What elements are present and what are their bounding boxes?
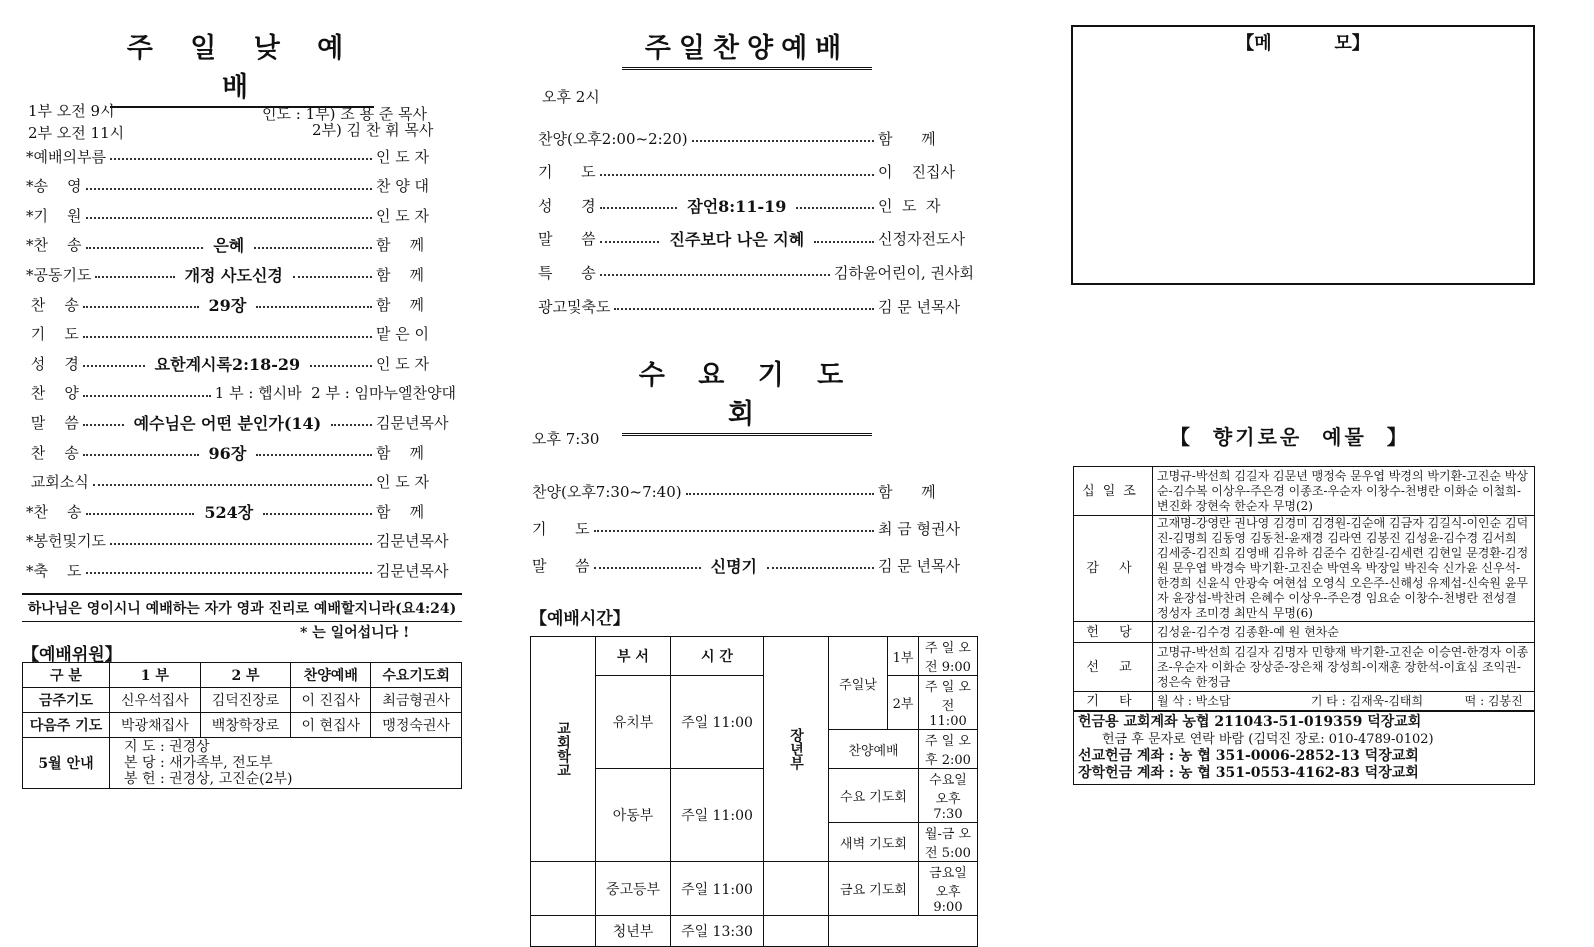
order-label: *기 원 <box>26 206 82 225</box>
dot-leader <box>814 241 874 243</box>
adult-dept-label: 장년부 <box>764 637 829 862</box>
adult-service: 수요 기도회 <box>829 769 919 823</box>
schedule-blank <box>829 916 978 947</box>
school-time: 주일 11:00 <box>671 676 764 769</box>
order-label: 특 송 <box>538 263 596 282</box>
order-label: 말 씀 <box>532 556 590 575</box>
order-label: 교회소식 <box>26 473 89 492</box>
dot-leader <box>95 276 174 278</box>
service-time-2: 2부 오전 11시 <box>28 124 125 142</box>
dot-leader <box>83 365 145 367</box>
dot-leader <box>83 454 199 456</box>
order-label: 찬 송 <box>26 443 79 462</box>
dot-leader <box>93 484 372 486</box>
order-leader: 찬 양 대 <box>376 177 430 196</box>
order-row <box>26 411 456 433</box>
account-main: 헌금용 교회계좌 농협 211043-51-019359 덕장교회 <box>1078 714 1422 730</box>
order-label: 찬양(오후7:30~7:40) <box>532 482 682 501</box>
order-row <box>26 352 456 374</box>
school-time: 주일 11:00 <box>671 769 764 862</box>
order-row <box>532 554 974 576</box>
order-content: 은혜 <box>213 236 245 256</box>
order-row <box>26 175 456 197</box>
praise-worship-title: 주일찬양예배 <box>622 26 872 70</box>
staff-header-cell: 구 분 <box>23 663 110 688</box>
dot-leader <box>83 306 199 308</box>
order-label: *송 영 <box>26 177 82 196</box>
dot-leader <box>600 241 660 243</box>
dot-leader <box>86 513 195 515</box>
order-label: 성 경 <box>26 354 79 373</box>
leader-1: 인도 : 1부) 조 용 준 목사 <box>262 105 427 123</box>
order-row <box>26 263 456 285</box>
offering-table <box>1073 466 1535 785</box>
school-extra-spacer <box>531 916 596 947</box>
order-row <box>26 471 456 493</box>
dot-leader <box>256 454 372 456</box>
order-leader: 인 도 자 <box>376 473 430 492</box>
school-extra-spacer <box>531 862 596 916</box>
dot-leader <box>86 572 372 574</box>
offering-misc <box>1153 692 1535 712</box>
may-guide-row <box>23 738 462 789</box>
dot-leader <box>110 158 372 160</box>
order-content: 요한계시록2:18-29 <box>154 354 301 374</box>
dot-leader <box>263 513 372 515</box>
order-leader: 김문년목사 <box>376 532 449 551</box>
order-row <box>538 194 974 216</box>
order-row <box>26 530 456 552</box>
order-leader: 함 께 <box>376 502 425 521</box>
dot-leader <box>614 308 874 310</box>
school-time: 주일 13:30 <box>671 916 764 947</box>
order-content: 96장 <box>208 443 247 463</box>
order-label: *예배의부름 <box>26 147 106 166</box>
offering-category: 헌 당 <box>1074 622 1153 643</box>
offering-category: 기 타 <box>1074 692 1153 712</box>
order-leader: 맡 은 이 <box>376 325 430 344</box>
dot-leader <box>83 395 211 397</box>
order-content: 진주보다 나은 지혜 <box>669 230 805 250</box>
misc-item: 떡 : 김봉진 <box>1464 693 1523 708</box>
order-leader: 김문년목사 <box>376 561 449 580</box>
adult-time: 주 일 오전 11:00 <box>919 676 978 730</box>
order-row <box>538 161 974 183</box>
account-scholarship: 장학헌금 계좌 : 농 협 351-0553-4162-83 덕장교회 <box>1078 765 1419 781</box>
adult-time: 주 일 오전 9:00 <box>919 637 978 676</box>
order-leader: 이 진집사 <box>878 163 956 182</box>
memo-title: 【메 모】 <box>1236 33 1370 54</box>
order-leader: 최 금 형권사 <box>878 519 960 538</box>
order-label: *봉헌및기도 <box>26 532 106 551</box>
order-row <box>26 382 456 404</box>
order-leader: 인 도 자 <box>376 147 430 166</box>
scripture-verse: 하나님은 영이시니 예배하는 자가 영과 진리로 예배할지니라(요4:24) <box>22 593 462 622</box>
order-leader: 김 문 년목사 <box>878 556 960 575</box>
account-note: 헌금 후 문자로 연락 바람 (김덕진 장로: 010-4789-0102) <box>1102 732 1434 747</box>
wednesday-prayer-time: 오후 7:30 <box>532 430 600 448</box>
order-leader: 김하윤어린이, 권사회 <box>834 263 974 282</box>
adult-service: 금요 기도회 <box>829 862 919 916</box>
order-label: 말 씀 <box>26 413 79 432</box>
order-row <box>532 517 974 539</box>
order-content: 개정 사도신경 <box>184 265 283 285</box>
schedule-title: 【예배시간】 <box>530 609 630 629</box>
dot-leader <box>254 247 372 249</box>
offering-row <box>1074 516 1535 622</box>
order-label: 기 도 <box>538 163 596 182</box>
staff-table <box>22 662 462 789</box>
staff-header-cell: 찬양예배 <box>291 663 371 688</box>
dot-leader <box>256 306 372 308</box>
order-row <box>26 559 456 581</box>
church-school-label: 교회학교 <box>531 637 596 862</box>
staff-title: 【예배위원】 <box>22 645 122 665</box>
order-content: 신명기 <box>710 556 757 576</box>
offering-names: 김성윤-김수경 김종환-예 원 현차순 <box>1153 622 1535 643</box>
order-label: 기 도 <box>532 519 590 538</box>
order-label: *축 도 <box>26 561 82 580</box>
staff-row-label: 다음주 기도 <box>23 713 110 738</box>
dot-leader <box>594 567 701 569</box>
staff-header-cell: 1 부 <box>110 663 201 688</box>
order-row <box>26 323 456 345</box>
dot-leader <box>594 530 874 532</box>
order-row <box>538 228 974 250</box>
order-leader: 함 께 <box>376 265 425 284</box>
order-label: 광고및축도 <box>538 297 611 316</box>
dot-leader <box>310 365 372 367</box>
order-leader: 1 부 : 헵시바 2 부 : 임마누엘찬양대 <box>214 384 456 403</box>
dot-leader <box>86 217 372 219</box>
offering-row <box>1074 467 1535 516</box>
staff-cell: 맹정숙권사 <box>371 713 462 738</box>
dot-leader <box>600 207 678 209</box>
order-row <box>26 204 456 226</box>
staff-cell: 이 현집사 <box>291 713 371 738</box>
offering-names: 고재명-강영란 권나영 김경미 김경원-김순애 김금자 김길식-이인순 김덕진-김명희 김동영 김동천-윤재경 김라연 김봉진 김성윤-김수경 김서희 김세중-김진희 김영배 김유하 김준수 김한길-김세련 김현일 문경환-김정원 문우엽 박경숙 박기환-고진순 박연옥 박장일 박진숙 신가윤 신우석-한경희 신윤식 안광숙 여현섭 오영식 오은주-신해성 유제섭-신숙원 윤무자 윤장섭-박찬려 은혜수 이상우-주은경 임요순 이창수-천병란 전성결 정성자 조미경 최만식 무명(6) <box>1153 516 1535 622</box>
order-leader: 함 께 <box>376 443 425 462</box>
dot-leader <box>692 140 874 142</box>
dot-leader <box>83 424 124 426</box>
may-guide-line: 지 도 : 권경상 <box>124 739 210 755</box>
staff-header-cell: 2 부 <box>200 663 291 688</box>
adult-service: 주일낮 <box>829 637 888 730</box>
standing-note: * 는 일어섭니다 ! <box>300 625 410 641</box>
staff-row-label: 금주기도 <box>23 688 110 713</box>
order-row <box>538 127 974 149</box>
staff-header-row <box>23 663 462 688</box>
school-dept: 유치부 <box>596 676 671 769</box>
order-leader: 김 문 년목사 <box>878 297 960 316</box>
school-dept: 청년부 <box>596 916 671 947</box>
adult-time: 금요일 오후 9:00 <box>919 862 978 916</box>
order-row <box>26 293 456 315</box>
order-content: 29장 <box>208 295 247 315</box>
misc-item: 기 타 : 김재욱-김태희 <box>1310 693 1424 708</box>
dot-leader <box>686 493 874 495</box>
praise-worship-time: 오후 2시 <box>542 88 600 106</box>
order-content: 예수님은 어떤 분인가(14) <box>133 413 322 433</box>
adult-service: 새벽 기도회 <box>829 823 919 862</box>
offering-names: 고명규-박선희 김길자 김명자 민향재 박기환-고진순 이승연-한경자 이종조-우순자 이화순 장상준-장은채 장성희-이재훈 장한석-이효심 조익권-정은숙 한정금 <box>1153 643 1535 692</box>
adult-extra-spacer <box>764 862 829 916</box>
dot-leader <box>86 188 372 190</box>
offering-title: 【 향기로운 예물 】 <box>1170 425 1410 449</box>
offering-names: 고명규-박선희 김길자 김문년 맹정숙 문우엽 박경의 박기환-고진순 박상순-김수복 이상우-주은경 이종조-우순자 이창수-천병란 이화순 이철희-변진화 장현숙 한순자 무명(2) <box>1153 467 1535 516</box>
account-row <box>1074 711 1535 785</box>
dot-leader <box>86 247 204 249</box>
order-row <box>538 295 974 317</box>
staff-header-cell: 수요기도회 <box>371 663 462 688</box>
staff-row <box>23 713 462 738</box>
offering-row <box>1074 643 1535 692</box>
sunday-worship-title: 주 일 낮 예 배 <box>110 26 374 108</box>
staff-row <box>23 688 462 713</box>
may-guide-line: 본 당 : 새가족부, 전도부 <box>124 755 273 771</box>
dot-leader <box>331 424 372 426</box>
staff-cell: 신우석집사 <box>110 688 201 713</box>
may-guide-cell <box>110 738 462 789</box>
order-label: 기 도 <box>26 325 79 344</box>
order-leader: 신정자전도사 <box>878 230 965 249</box>
dot-leader <box>767 567 874 569</box>
account-mission: 선교헌금 계좌 : 농 협 351-0006-2852-13 덕장교회 <box>1078 748 1419 764</box>
dot-leader <box>600 174 874 176</box>
order-label: 찬양(오후2:00~2:20) <box>538 129 688 148</box>
staff-cell: 백창학장로 <box>200 713 291 738</box>
leader-2: 2부) 김 찬 휘 목사 <box>312 121 434 139</box>
order-label: 성 경 <box>538 196 596 215</box>
adult-extra-spacer <box>764 916 829 947</box>
adult-time: 수요일 오후 7:30 <box>919 769 978 823</box>
offering-category: 감 사 <box>1074 516 1153 622</box>
dot-leader <box>110 543 372 545</box>
order-leader: 함 께 <box>376 236 425 255</box>
school-time: 주일 11:00 <box>671 862 764 916</box>
may-guide-line: 봉 헌 : 권경상, 고진순(2부) <box>124 771 293 787</box>
order-leader: 인 도 자 <box>376 354 430 373</box>
dot-leader <box>293 276 372 278</box>
order-content: 잠언8:11-19 <box>687 196 787 216</box>
adult-part: 1부 <box>888 637 919 676</box>
order-label: 찬 송 <box>26 295 79 314</box>
order-leader: 함 께 <box>878 129 936 148</box>
dot-leader <box>83 336 372 338</box>
order-row <box>26 500 456 522</box>
staff-cell: 이 진집사 <box>291 688 371 713</box>
wednesday-prayer-title: 수 요 기 도 회 <box>622 353 872 436</box>
school-dept: 아동부 <box>596 769 671 862</box>
order-row <box>26 234 456 256</box>
adult-time: 월-금 오전 5:00 <box>919 823 978 862</box>
misc-item: 월 삭 : 박소담 <box>1157 693 1231 708</box>
order-label: 말 씀 <box>538 230 596 249</box>
school-dept: 중고등부 <box>596 862 671 916</box>
order-row <box>26 441 456 463</box>
offering-category: 십일조 <box>1074 467 1153 516</box>
order-leader: 김문년목사 <box>376 413 449 432</box>
adult-service: 찬양예배 <box>829 730 919 769</box>
staff-cell: 최금형권사 <box>371 688 462 713</box>
order-row <box>538 261 974 283</box>
may-guide-label: 5월 안내 <box>23 738 110 789</box>
order-leader: 함 께 <box>376 295 425 314</box>
service-time-1: 1부 오전 9시 <box>28 102 115 120</box>
adult-time: 주 일 오후 2:00 <box>919 730 978 769</box>
staff-cell: 박광채집사 <box>110 713 201 738</box>
order-leader: 인 도 자 <box>376 206 430 225</box>
adult-part: 2부 <box>888 676 919 730</box>
order-content: 524장 <box>204 502 254 522</box>
dot-leader <box>796 207 874 209</box>
order-label: *공동기도 <box>26 265 92 284</box>
order-leader: 인 도 자 <box>878 196 941 215</box>
order-row <box>26 145 456 167</box>
offering-row <box>1074 622 1535 643</box>
order-leader: 함 께 <box>878 482 936 501</box>
dot-leader <box>600 274 830 276</box>
offering-category: 선 교 <box>1074 643 1153 692</box>
staff-cell: 김덕진장로 <box>200 688 291 713</box>
account-cell <box>1074 711 1535 785</box>
schedule-head-time: 시 간 <box>671 637 764 676</box>
memo-box <box>1071 25 1535 285</box>
schedule-table <box>530 636 978 947</box>
offering-row <box>1074 692 1535 712</box>
schedule-head-dept: 부 서 <box>596 637 671 676</box>
order-label: 찬 양 <box>26 384 79 403</box>
order-label: *찬 송 <box>26 502 82 521</box>
order-row <box>532 480 974 502</box>
order-label: *찬 송 <box>26 236 82 255</box>
